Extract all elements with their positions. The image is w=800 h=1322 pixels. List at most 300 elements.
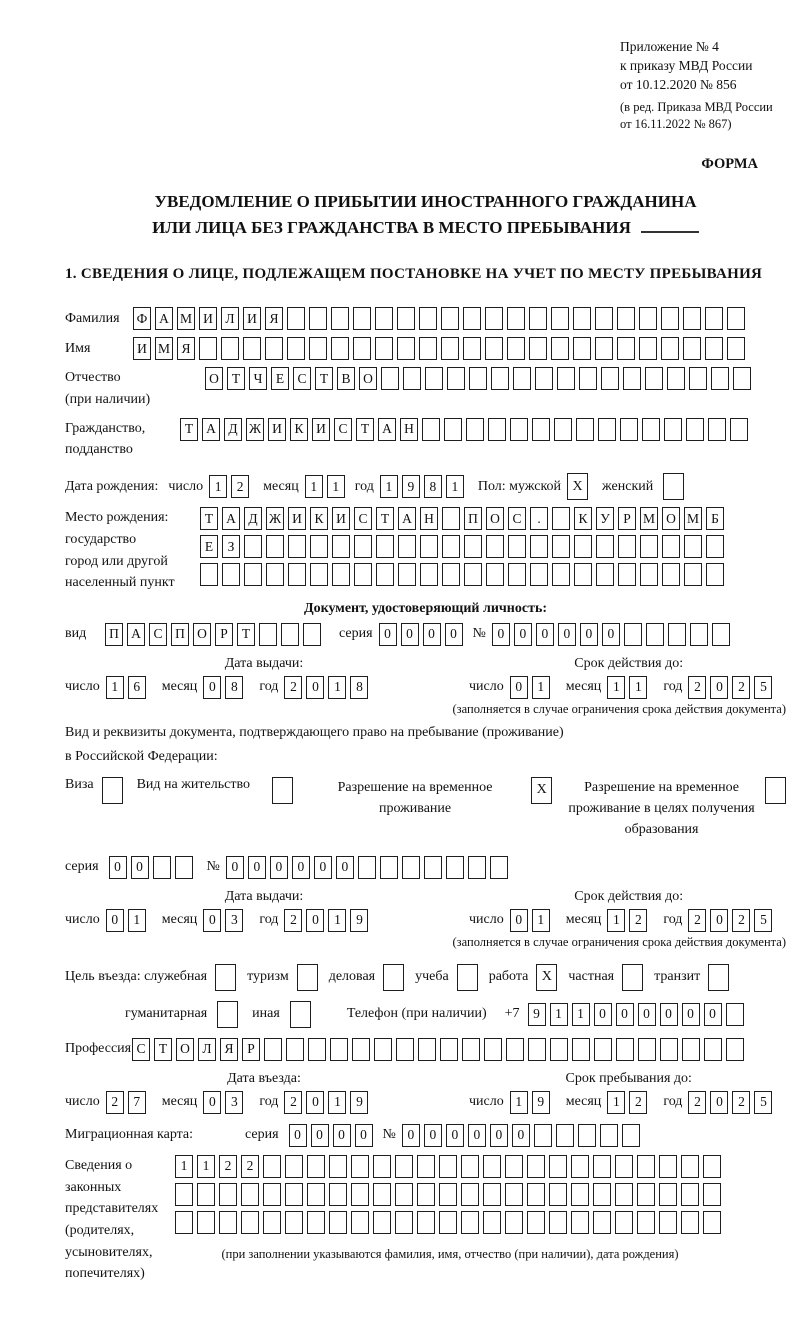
profession-cell[interactable]: Я xyxy=(220,1038,238,1061)
residence-series-cell[interactable] xyxy=(175,856,193,879)
residence-issue-month-cell[interactable]: 0 xyxy=(203,909,221,932)
purpose-transit-checkbox-cell[interactable] xyxy=(708,964,729,991)
stay-day-cell[interactable]: 9 xyxy=(532,1091,550,1114)
residence-valid-day-cell[interactable]: 1 xyxy=(532,909,550,932)
doc-series-cell[interactable]: 0 xyxy=(423,623,441,646)
patronymic-cell[interactable] xyxy=(557,367,575,390)
representatives-cell[interactable] xyxy=(615,1155,633,1178)
profession-cell[interactable] xyxy=(616,1038,634,1061)
migration-number-cell[interactable] xyxy=(534,1124,552,1147)
doc-number-cell[interactable]: 0 xyxy=(492,623,510,646)
purpose-study-checkbox-cell[interactable] xyxy=(457,964,478,991)
birth-place-cell[interactable]: С xyxy=(508,507,526,530)
representatives-cell[interactable] xyxy=(263,1211,281,1234)
profession-cell[interactable] xyxy=(264,1038,282,1061)
migration-number-cell[interactable] xyxy=(622,1124,640,1147)
residence-valid-day-cell[interactable]: 0 xyxy=(510,909,528,932)
birth-place-cell[interactable] xyxy=(662,535,680,558)
doc-issue-day-cell[interactable]: 6 xyxy=(128,676,146,699)
residence-issue-year-cell[interactable]: 1 xyxy=(328,909,346,932)
entry-day-cell[interactable]: 7 xyxy=(128,1091,146,1114)
profession-cell[interactable] xyxy=(462,1038,480,1061)
representatives-cell[interactable] xyxy=(439,1155,457,1178)
representatives-cell[interactable] xyxy=(527,1155,545,1178)
surname-cell[interactable]: И xyxy=(243,307,261,330)
representatives-cell[interactable] xyxy=(395,1155,413,1178)
representatives-cell[interactable] xyxy=(703,1211,721,1234)
citizenship-cell[interactable] xyxy=(730,418,748,441)
representatives-cell[interactable] xyxy=(659,1211,677,1234)
birth-place-cell[interactable]: К xyxy=(574,507,592,530)
citizenship-cell[interactable]: К xyxy=(290,418,308,441)
birth-place-cell[interactable]: А xyxy=(222,507,240,530)
representatives-cell[interactable] xyxy=(461,1211,479,1234)
migration-number-cell[interactable]: 0 xyxy=(490,1124,508,1147)
birth-place-cell[interactable] xyxy=(530,563,548,586)
birth-place-cell[interactable]: Р xyxy=(618,507,636,530)
given-name-cell[interactable] xyxy=(265,337,283,360)
residence-number-cell[interactable] xyxy=(402,856,420,879)
birth-year-cell[interactable]: 1 xyxy=(380,475,398,498)
birth-place-cell[interactable]: Б xyxy=(706,507,724,530)
citizenship-cell[interactable] xyxy=(488,418,506,441)
given-name-cell[interactable] xyxy=(287,337,305,360)
representatives-cell[interactable] xyxy=(615,1183,633,1206)
representatives-cell[interactable] xyxy=(593,1183,611,1206)
profession-cell[interactable]: Л xyxy=(198,1038,216,1061)
citizenship-cell[interactable] xyxy=(664,418,682,441)
profession-cell[interactable] xyxy=(550,1038,568,1061)
representatives-cell[interactable] xyxy=(571,1155,589,1178)
given-name-cell[interactable] xyxy=(397,337,415,360)
citizenship-cell[interactable] xyxy=(598,418,616,441)
birth-day-cell[interactable]: 2 xyxy=(231,475,249,498)
birth-place-cell[interactable] xyxy=(618,535,636,558)
citizenship-cell[interactable]: А xyxy=(378,418,396,441)
residence-number-cell[interactable] xyxy=(424,856,442,879)
birth-place-cell[interactable] xyxy=(332,535,350,558)
given-name-cell[interactable] xyxy=(485,337,503,360)
representatives-cell[interactable] xyxy=(417,1183,435,1206)
representatives-cell[interactable] xyxy=(593,1211,611,1234)
migration-series-cell[interactable]: 0 xyxy=(333,1124,351,1147)
birth-place-cell[interactable] xyxy=(332,563,350,586)
patronymic-cell[interactable] xyxy=(513,367,531,390)
doc-valid-year-cell[interactable]: 5 xyxy=(754,676,772,699)
surname-cell[interactable] xyxy=(309,307,327,330)
doc-series-cell[interactable]: 0 xyxy=(445,623,463,646)
given-name-cell[interactable] xyxy=(243,337,261,360)
birth-place-cell[interactable] xyxy=(420,535,438,558)
representatives-cell[interactable]: 2 xyxy=(219,1155,237,1178)
doc-kind-cell[interactable]: С xyxy=(149,623,167,646)
citizenship-cell[interactable]: И xyxy=(312,418,330,441)
residence-series-cell[interactable]: 0 xyxy=(109,856,127,879)
representatives-cell[interactable] xyxy=(505,1211,523,1234)
birth-place-cell[interactable] xyxy=(486,535,504,558)
profession-cell[interactable] xyxy=(726,1038,744,1061)
representatives-cell[interactable] xyxy=(285,1211,303,1234)
citizenship-cell[interactable] xyxy=(422,418,440,441)
birth-place-cell[interactable]: Е xyxy=(200,535,218,558)
birth-place-cell[interactable]: С xyxy=(354,507,372,530)
representatives-cell[interactable] xyxy=(351,1211,369,1234)
birth-place-cell[interactable] xyxy=(398,535,416,558)
purpose-work-checkbox-cell[interactable]: X xyxy=(536,964,557,991)
surname-cell[interactable] xyxy=(507,307,525,330)
birth-month-cell[interactable]: 1 xyxy=(305,475,323,498)
birth-place-cell[interactable] xyxy=(376,563,394,586)
surname-cell[interactable] xyxy=(639,307,657,330)
birth-place-cell[interactable] xyxy=(486,563,504,586)
doc-number-cell[interactable] xyxy=(690,623,708,646)
representatives-cell[interactable] xyxy=(373,1183,391,1206)
doc-valid-month-cell[interactable]: 1 xyxy=(629,676,647,699)
citizenship-cell[interactable]: Т xyxy=(356,418,374,441)
representatives-cell[interactable] xyxy=(637,1211,655,1234)
birth-month-cell[interactable]: 1 xyxy=(327,475,345,498)
given-name-cell[interactable]: И xyxy=(133,337,151,360)
citizenship-cell[interactable] xyxy=(686,418,704,441)
given-name-cell[interactable] xyxy=(309,337,327,360)
representatives-cell[interactable] xyxy=(351,1155,369,1178)
representatives-cell[interactable] xyxy=(461,1183,479,1206)
given-name-cell[interactable] xyxy=(199,337,217,360)
patronymic-cell[interactable]: Ч xyxy=(249,367,267,390)
birth-place-cell[interactable] xyxy=(596,535,614,558)
given-name-cell[interactable] xyxy=(375,337,393,360)
patronymic-cell[interactable] xyxy=(623,367,641,390)
temp-residence-edu-checkbox-cell[interactable] xyxy=(765,777,786,804)
surname-cell[interactable] xyxy=(617,307,635,330)
phone-cell[interactable]: 9 xyxy=(528,1003,546,1026)
entry-day-cell[interactable]: 2 xyxy=(106,1091,124,1114)
given-name-cell[interactable] xyxy=(617,337,635,360)
representatives-cell[interactable] xyxy=(439,1211,457,1234)
profession-cell[interactable]: О xyxy=(176,1038,194,1061)
birth-place-cell[interactable]: Т xyxy=(200,507,218,530)
birth-place-cell[interactable]: М xyxy=(684,507,702,530)
birth-place-cell[interactable]: Н xyxy=(420,507,438,530)
surname-cell[interactable] xyxy=(441,307,459,330)
representatives-cell[interactable] xyxy=(197,1183,215,1206)
doc-number-cell[interactable] xyxy=(624,623,642,646)
profession-cell[interactable] xyxy=(330,1038,348,1061)
profession-cell[interactable] xyxy=(528,1038,546,1061)
stay-year-cell[interactable]: 2 xyxy=(732,1091,750,1114)
representatives-cell[interactable] xyxy=(549,1155,567,1178)
doc-valid-day-cell[interactable]: 1 xyxy=(532,676,550,699)
citizenship-cell[interactable] xyxy=(620,418,638,441)
residence-number-cell[interactable]: 0 xyxy=(314,856,332,879)
profession-cell[interactable] xyxy=(660,1038,678,1061)
citizenship-cell[interactable]: И xyxy=(268,418,286,441)
citizenship-cell[interactable] xyxy=(532,418,550,441)
doc-number-cell[interactable]: 0 xyxy=(558,623,576,646)
patronymic-cell[interactable]: Е xyxy=(271,367,289,390)
doc-issue-month-cell[interactable]: 0 xyxy=(203,676,221,699)
given-name-cell[interactable] xyxy=(529,337,547,360)
given-name-cell[interactable] xyxy=(353,337,371,360)
residence-issue-year-cell[interactable]: 0 xyxy=(306,909,324,932)
surname-cell[interactable] xyxy=(661,307,679,330)
representatives-cell[interactable] xyxy=(263,1183,281,1206)
patronymic-cell[interactable]: С xyxy=(293,367,311,390)
birth-place-cell[interactable] xyxy=(398,563,416,586)
representatives-cell[interactable]: 1 xyxy=(197,1155,215,1178)
profession-cell[interactable] xyxy=(308,1038,326,1061)
birth-place-cell[interactable] xyxy=(244,535,262,558)
representatives-cell[interactable] xyxy=(549,1211,567,1234)
birth-place-cell[interactable] xyxy=(288,563,306,586)
representatives-cell[interactable] xyxy=(307,1183,325,1206)
surname-cell[interactable]: Ф xyxy=(133,307,151,330)
residence-number-cell[interactable] xyxy=(380,856,398,879)
representatives-cell[interactable] xyxy=(329,1183,347,1206)
doc-issue-month-cell[interactable]: 8 xyxy=(225,676,243,699)
patronymic-cell[interactable] xyxy=(469,367,487,390)
citizenship-cell[interactable] xyxy=(708,418,726,441)
residence-issue-day-cell[interactable]: 0 xyxy=(106,909,124,932)
migration-number-cell[interactable] xyxy=(556,1124,574,1147)
birth-place-cell[interactable] xyxy=(684,535,702,558)
birth-place-cell[interactable]: П xyxy=(464,507,482,530)
birth-day-cell[interactable]: 1 xyxy=(209,475,227,498)
stay-year-cell[interactable]: 2 xyxy=(688,1091,706,1114)
given-name-cell[interactable] xyxy=(705,337,723,360)
surname-cell[interactable]: М xyxy=(177,307,195,330)
migration-number-cell[interactable] xyxy=(578,1124,596,1147)
doc-number-cell[interactable] xyxy=(712,623,730,646)
representatives-cell[interactable] xyxy=(307,1155,325,1178)
birth-place-cell[interactable] xyxy=(596,563,614,586)
migration-series-cell[interactable]: 0 xyxy=(289,1124,307,1147)
birth-place-cell[interactable]: К xyxy=(310,507,328,530)
representatives-cell[interactable] xyxy=(263,1155,281,1178)
migration-number-cell[interactable]: 0 xyxy=(468,1124,486,1147)
stay-month-cell[interactable]: 1 xyxy=(607,1091,625,1114)
visa-checkbox-cell[interactable] xyxy=(102,777,123,804)
patronymic-cell[interactable] xyxy=(447,367,465,390)
representatives-cell[interactable] xyxy=(637,1155,655,1178)
profession-cell[interactable] xyxy=(572,1038,590,1061)
citizenship-cell[interactable] xyxy=(466,418,484,441)
patronymic-cell[interactable]: В xyxy=(337,367,355,390)
representatives-cell[interactable] xyxy=(351,1183,369,1206)
citizenship-cell[interactable] xyxy=(554,418,572,441)
representatives-cell[interactable] xyxy=(571,1211,589,1234)
surname-cell[interactable] xyxy=(705,307,723,330)
representatives-cell[interactable] xyxy=(681,1211,699,1234)
doc-number-cell[interactable]: 0 xyxy=(536,623,554,646)
sex-male-checkbox-cell[interactable]: X xyxy=(567,473,588,500)
birth-place-cell[interactable] xyxy=(508,563,526,586)
birth-place-cell[interactable] xyxy=(222,563,240,586)
given-name-cell[interactable] xyxy=(683,337,701,360)
phone-cell[interactable] xyxy=(726,1003,744,1026)
birth-place-cell[interactable] xyxy=(640,563,658,586)
representatives-cell[interactable] xyxy=(593,1155,611,1178)
birth-place-cell[interactable]: Т xyxy=(376,507,394,530)
birth-place-cell[interactable] xyxy=(200,563,218,586)
residence-valid-year-cell[interactable]: 0 xyxy=(710,909,728,932)
migration-series-cell[interactable]: 0 xyxy=(311,1124,329,1147)
representatives-cell[interactable] xyxy=(417,1155,435,1178)
profession-cell[interactable] xyxy=(418,1038,436,1061)
surname-cell[interactable] xyxy=(463,307,481,330)
birth-place-cell[interactable] xyxy=(420,563,438,586)
birth-place-cell[interactable] xyxy=(266,563,284,586)
representatives-cell[interactable] xyxy=(659,1155,677,1178)
doc-kind-cell[interactable]: Т xyxy=(237,623,255,646)
birth-place-cell[interactable] xyxy=(706,535,724,558)
birth-place-cell[interactable] xyxy=(574,563,592,586)
surname-cell[interactable] xyxy=(353,307,371,330)
birth-place-cell[interactable] xyxy=(552,563,570,586)
birth-place-cell[interactable] xyxy=(574,535,592,558)
surname-cell[interactable] xyxy=(683,307,701,330)
patronymic-cell[interactable]: Т xyxy=(315,367,333,390)
profession-cell[interactable]: Т xyxy=(154,1038,172,1061)
birth-place-cell[interactable]: З xyxy=(222,535,240,558)
migration-series-cell[interactable]: 0 xyxy=(355,1124,373,1147)
entry-year-cell[interactable]: 0 xyxy=(306,1091,324,1114)
doc-kind-cell[interactable] xyxy=(259,623,277,646)
representatives-cell[interactable] xyxy=(373,1155,391,1178)
given-name-cell[interactable] xyxy=(463,337,481,360)
surname-cell[interactable] xyxy=(573,307,591,330)
patronymic-cell[interactable] xyxy=(689,367,707,390)
birth-place-cell[interactable] xyxy=(442,507,460,530)
surname-cell[interactable]: А xyxy=(155,307,173,330)
patronymic-cell[interactable] xyxy=(491,367,509,390)
given-name-cell[interactable] xyxy=(507,337,525,360)
representatives-cell[interactable] xyxy=(395,1183,413,1206)
patronymic-cell[interactable] xyxy=(425,367,443,390)
profession-cell[interactable]: С xyxy=(132,1038,150,1061)
doc-kind-cell[interactable] xyxy=(303,623,321,646)
citizenship-cell[interactable]: Ж xyxy=(246,418,264,441)
representatives-cell[interactable] xyxy=(241,1211,259,1234)
birth-place-cell[interactable] xyxy=(266,535,284,558)
residence-number-cell[interactable] xyxy=(446,856,464,879)
birth-place-cell[interactable]: У xyxy=(596,507,614,530)
birth-place-cell[interactable]: М xyxy=(640,507,658,530)
residence-number-cell[interactable] xyxy=(490,856,508,879)
representatives-cell[interactable] xyxy=(307,1211,325,1234)
citizenship-cell[interactable]: А xyxy=(202,418,220,441)
surname-cell[interactable] xyxy=(485,307,503,330)
temp-residence-checkbox-cell[interactable]: X xyxy=(531,777,552,804)
profession-cell[interactable] xyxy=(440,1038,458,1061)
entry-year-cell[interactable]: 2 xyxy=(284,1091,302,1114)
profession-cell[interactable] xyxy=(594,1038,612,1061)
birth-place-cell[interactable]: И xyxy=(332,507,350,530)
birth-place-cell[interactable]: Д xyxy=(244,507,262,530)
doc-number-cell[interactable]: 0 xyxy=(580,623,598,646)
patronymic-cell[interactable] xyxy=(579,367,597,390)
profession-cell[interactable] xyxy=(682,1038,700,1061)
representatives-cell[interactable] xyxy=(549,1183,567,1206)
phone-cell[interactable]: 0 xyxy=(704,1003,722,1026)
doc-issue-year-cell[interactable]: 2 xyxy=(284,676,302,699)
representatives-cell[interactable] xyxy=(329,1211,347,1234)
birth-place-cell[interactable]: О xyxy=(486,507,504,530)
entry-month-cell[interactable]: 0 xyxy=(203,1091,221,1114)
phone-cell[interactable]: 0 xyxy=(660,1003,678,1026)
doc-kind-cell[interactable]: Р xyxy=(215,623,233,646)
patronymic-cell[interactable] xyxy=(601,367,619,390)
residence-valid-year-cell[interactable]: 5 xyxy=(754,909,772,932)
residence-valid-year-cell[interactable]: 2 xyxy=(688,909,706,932)
representatives-cell[interactable] xyxy=(637,1183,655,1206)
citizenship-cell[interactable]: Н xyxy=(400,418,418,441)
doc-series-cell[interactable]: 0 xyxy=(379,623,397,646)
doc-number-cell[interactable]: 0 xyxy=(514,623,532,646)
birth-place-cell[interactable] xyxy=(376,535,394,558)
patronymic-cell[interactable] xyxy=(535,367,553,390)
given-name-cell[interactable] xyxy=(727,337,745,360)
representatives-cell[interactable]: 2 xyxy=(241,1155,259,1178)
residence-number-cell[interactable]: 0 xyxy=(248,856,266,879)
doc-kind-cell[interactable] xyxy=(281,623,299,646)
representatives-cell[interactable] xyxy=(219,1183,237,1206)
birth-place-cell[interactable] xyxy=(442,563,460,586)
doc-issue-year-cell[interactable]: 8 xyxy=(350,676,368,699)
surname-cell[interactable]: Л xyxy=(221,307,239,330)
representatives-cell[interactable] xyxy=(197,1211,215,1234)
given-name-cell[interactable]: М xyxy=(155,337,173,360)
patronymic-cell[interactable] xyxy=(645,367,663,390)
surname-cell[interactable] xyxy=(375,307,393,330)
doc-kind-cell[interactable]: П xyxy=(171,623,189,646)
profession-cell[interactable] xyxy=(286,1038,304,1061)
given-name-cell[interactable]: Я xyxy=(177,337,195,360)
representatives-cell[interactable] xyxy=(659,1183,677,1206)
citizenship-cell[interactable] xyxy=(444,418,462,441)
patronymic-cell[interactable] xyxy=(733,367,751,390)
birth-place-cell[interactable] xyxy=(354,535,372,558)
representatives-cell[interactable] xyxy=(571,1183,589,1206)
representatives-cell[interactable] xyxy=(461,1155,479,1178)
given-name-cell[interactable] xyxy=(573,337,591,360)
phone-cell[interactable]: 0 xyxy=(682,1003,700,1026)
migration-number-cell[interactable]: 0 xyxy=(402,1124,420,1147)
phone-cell[interactable]: 1 xyxy=(572,1003,590,1026)
given-name-cell[interactable] xyxy=(419,337,437,360)
birth-place-cell[interactable] xyxy=(464,563,482,586)
citizenship-cell[interactable]: Т xyxy=(180,418,198,441)
citizenship-cell[interactable] xyxy=(510,418,528,441)
representatives-cell[interactable] xyxy=(527,1211,545,1234)
surname-cell[interactable]: И xyxy=(199,307,217,330)
birth-place-cell[interactable]: А xyxy=(398,507,416,530)
representatives-cell[interactable] xyxy=(175,1183,193,1206)
doc-number-cell[interactable] xyxy=(646,623,664,646)
birth-place-cell[interactable] xyxy=(552,535,570,558)
residence-number-cell[interactable] xyxy=(468,856,486,879)
stay-month-cell[interactable]: 2 xyxy=(629,1091,647,1114)
given-name-cell[interactable] xyxy=(661,337,679,360)
surname-cell[interactable] xyxy=(595,307,613,330)
residence-issue-year-cell[interactable]: 9 xyxy=(350,909,368,932)
profession-cell[interactable] xyxy=(396,1038,414,1061)
representatives-cell[interactable] xyxy=(681,1183,699,1206)
birth-place-cell[interactable] xyxy=(354,563,372,586)
purpose-tourism-checkbox-cell[interactable] xyxy=(297,964,318,991)
sex-female-checkbox-cell[interactable] xyxy=(663,473,684,500)
birth-place-cell[interactable]: И xyxy=(288,507,306,530)
